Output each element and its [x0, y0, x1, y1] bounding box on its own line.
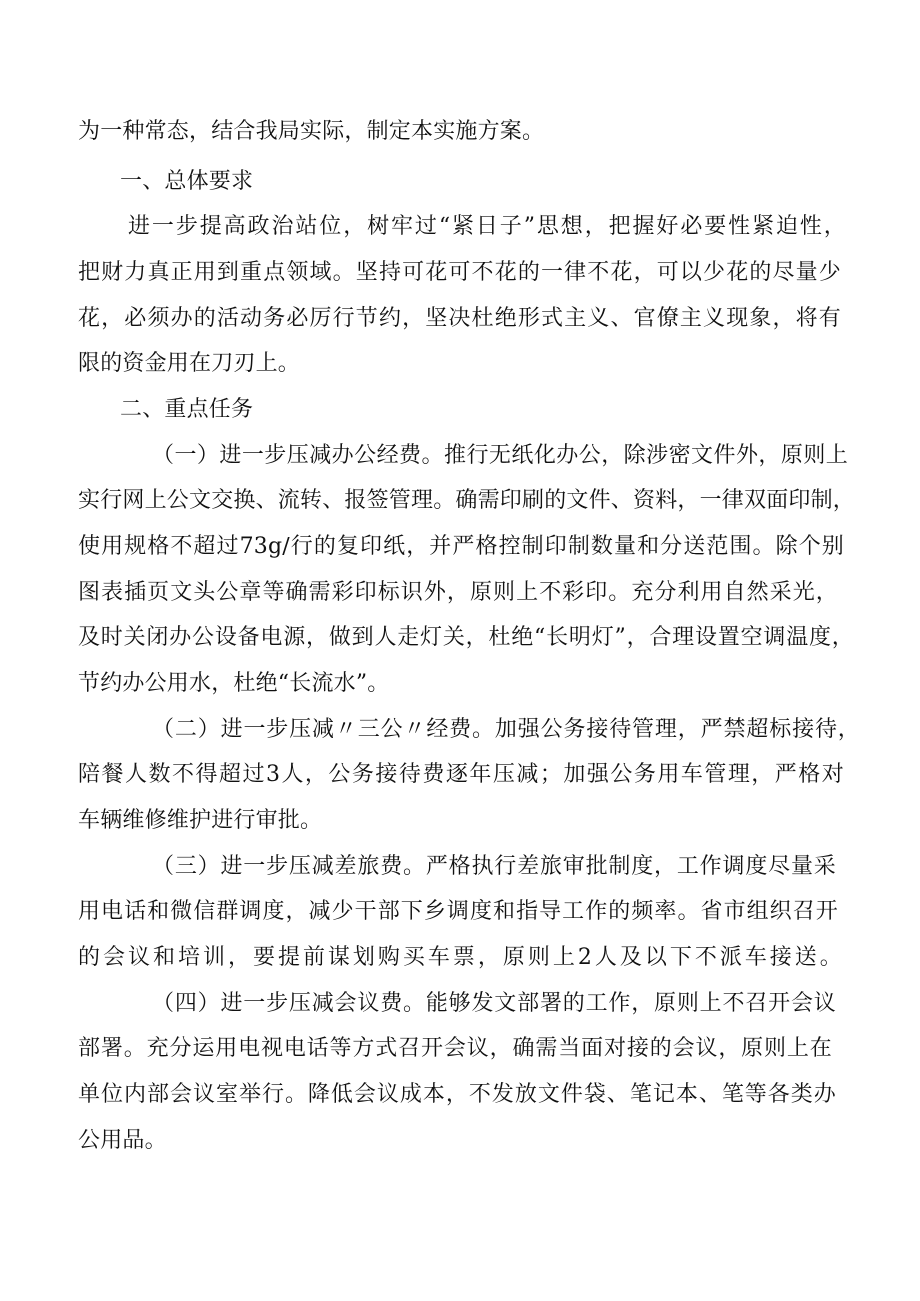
paragraph-line: 部署。充分运用电视电话等方式召开会议，确需当面对接的会议，原则上在 [78, 1036, 832, 1061]
paragraph-line: 把财力真正用到重点领域。坚持可花可不花的一律不花，可以少花的尽量少 [78, 260, 841, 285]
paragraph-line: 公用品。 [78, 1128, 167, 1153]
paragraph-line: （四）进一步压减会议费。能够发文部署的工作，原则上不召开会议 [152, 991, 836, 1016]
paragraph-line: （一）进一步压减办公经费。推行无纸化办公，除涉密文件外，原则上 [152, 443, 848, 468]
paragraph-line: 节约办公用水，杜绝“长流水”。 [78, 671, 390, 696]
paragraph-line: 花，必须办的活动务必厉行节约，坚决杜绝形式主义、官僚主义现象，将有 [78, 306, 841, 331]
paragraph-line: 车辆维修维护进行审批。 [78, 808, 323, 833]
paragraph-line: 图表插页文头公章等确需彩印标识外，原则上不彩印。充分利用自然采光， [78, 580, 838, 605]
paragraph-line: 用电话和微信群调度，减少干部下乡调度和指导工作的频率。省市组织召开 [78, 899, 838, 924]
paragraph-line: 的会议和培训，要提前谋划购买车票，原则上2人及以下不派车接送。 [78, 945, 842, 970]
section-heading: 二、重点任务 [120, 397, 254, 422]
paragraph-line: （二）进一步压减〃三公〃经费。加强公务接待管理，严禁超标接待， [152, 717, 860, 742]
section-heading: 一、总体要求 [120, 169, 254, 194]
paragraph-line: 实行网上公文交换、流转、报签管理。确需印刷的文件、资料，一律双面印制， [78, 488, 856, 513]
paragraph-line: 限的资金用在刀刃上。 [78, 351, 301, 376]
text-line: 为一种常态，结合我局实际，制定本实施方案。 [78, 119, 545, 144]
paragraph-line: 及时关闭办公设备电源，做到人走灯关，杜绝“长明灯”，合理设置空调温度， [78, 625, 854, 650]
paragraph-line: （三）进一步压减差旅费。严格执行差旅审批制度，工作调度尽量采 [152, 854, 836, 879]
paragraph-line: 陪餐人数不得超过3人，公务接待费逐年压减；加强公务用车管理，严格对 [78, 762, 844, 787]
paragraph-line: 进一步提高政治站位，树牢过“紧日子”思想，把握好必要性紧迫性， [128, 214, 846, 239]
paragraph-line: 使用规格不超过73g∕行的复印纸，并严格控制印制数量和分送范围。除个别 [78, 534, 844, 559]
paragraph-line: 单位内部会议室举行。降低会议成本，不发放文件袋、笔记本、笔等各类办 [78, 1082, 836, 1107]
